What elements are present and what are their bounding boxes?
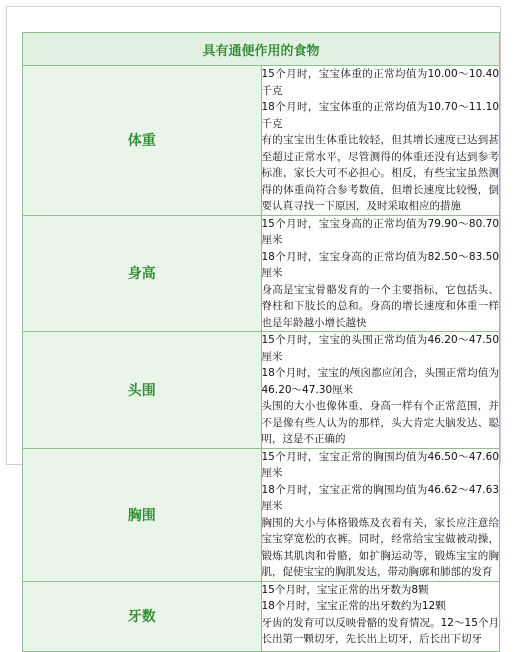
row-content-height	[261, 215, 500, 332]
content-line: 15个月时，宝宝正常的胸围均值为46.50～47.60厘米	[261, 450, 499, 479]
table-row-teeth	[23, 581, 500, 651]
row-label-chest: 胸围	[23, 448, 262, 581]
row-label-teeth: 牙数	[23, 581, 262, 651]
row-label-head: 头围	[23, 332, 262, 449]
content-line: 15个月时，宝宝体重的正常均值为10.00～10.40千克	[261, 68, 499, 97]
content-line: 18个月时，宝宝身高的正常均值为82.50～83.50厘米	[261, 250, 499, 279]
row-label-height: 身高	[23, 215, 262, 332]
table-row-weight	[23, 66, 500, 216]
content-line: 15个月时，宝宝身高的正常均值为79.90～80.70厘米	[261, 217, 499, 246]
row-label-weight: 体重	[23, 66, 262, 216]
content-line: 15个月时，宝宝正常的出牙数为8颗	[261, 583, 429, 596]
content-paragraph: 头围的大小也像体重、身高一样有个正常范围，并不是像有些人认为的那样，头大肯定大脑发达、聪明，这是不正确的	[261, 400, 499, 445]
content-paragraph: 有的宝宝出生体重比较轻，但其增长速度已达到甚至超过正常水平，尽管测得的体重还没有达到参考标准，家长大可不必担心。相反，有些宝宝虽然测得的体重尚符合参考数值，但增长速度比较慢，倒要认真寻找一下原因，及时采取相应的措施	[261, 134, 499, 212]
content-paragraph: 胸围的大小与体格锻炼及衣着有关，家长应注意给宝宝穿宽松的衣裤。同时，经常给宝宝做被动操，锻炼其肌肉和骨骼，如扩胸运动等，锻炼宝宝的胸肌，促使宝宝的胸肌发达，带动胸廓和肺部的发育	[261, 516, 499, 578]
title-row	[23, 33, 500, 66]
content-line: 18个月时，宝宝体重的正常均值为10.70～11.10千克	[261, 101, 499, 130]
row-content-chest	[261, 448, 500, 581]
table-row-chest	[23, 448, 500, 581]
content-line: 18个月时，宝宝的颅囟都应闭合，头围正常均值为46.20～47.30厘米	[261, 367, 499, 396]
row-content-teeth	[261, 581, 500, 651]
content-paragraph: 身高是宝宝骨骼发育的一个主要指标，它包括头、脊柱和下肢长的总和。身高的增长速度和体重一样也是年龄越小增长越快	[261, 283, 499, 329]
content-line: 18个月时，宝宝正常的胸围均值为46.62～47.63厘米	[261, 483, 499, 512]
content-line: 15个月时，宝宝的头围正常均值为46.20～47.50厘米	[261, 334, 499, 363]
content-line: 18个月时，宝宝正常的出牙数约为12颗	[261, 600, 446, 612]
table-row-head	[23, 332, 500, 449]
row-content-head	[261, 332, 500, 449]
content-paragraph: 牙齿的发育可以反映骨骼的发育情况。12～15个月长出第一颗切牙，先长出上切牙，后长出下切牙	[261, 616, 499, 645]
table-title: 具有通便作用的食物	[23, 33, 500, 66]
table-row-height	[23, 215, 500, 332]
info-table	[22, 32, 500, 652]
row-content-weight	[261, 66, 500, 216]
